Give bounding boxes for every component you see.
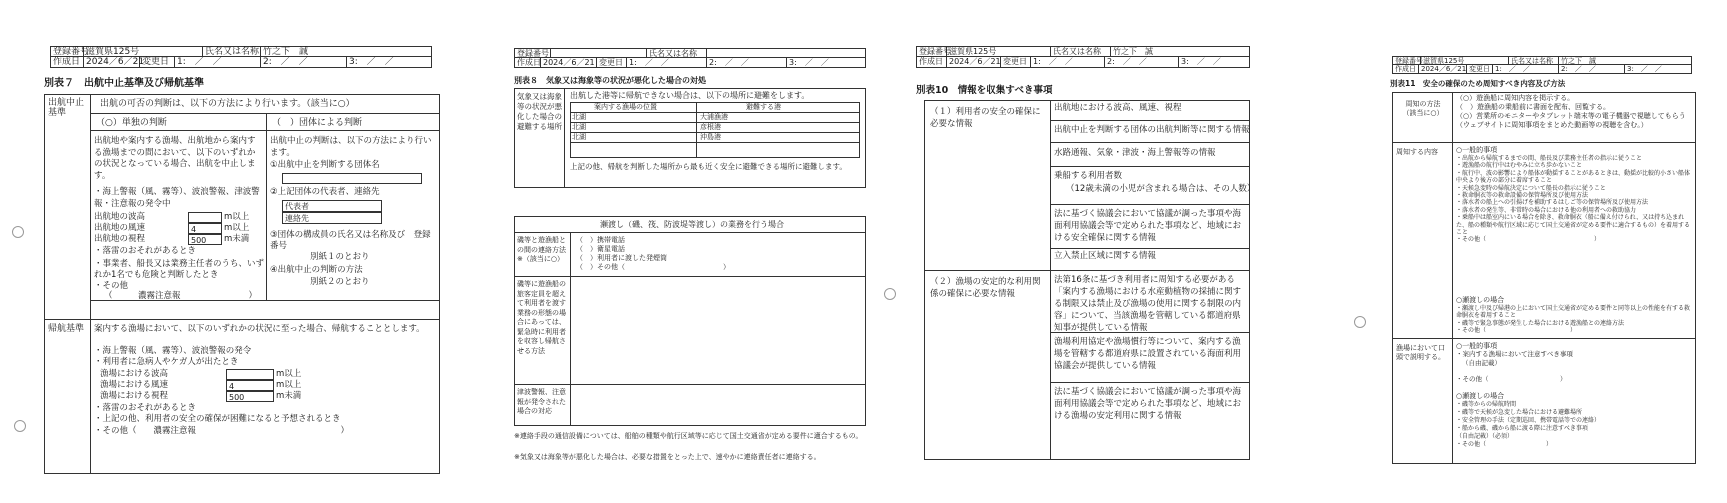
bullet-lightning: ・落雷のおそれがあるとき	[94, 246, 197, 256]
name-value-2	[707, 49, 867, 57]
oral-ferry-list	[1456, 401, 1692, 449]
change-2-4: 2: ／ ／	[1559, 65, 1625, 73]
list-item: ・落水者の船上への引揚げを補助するはしご等の保管場所及び使用方法	[1456, 199, 1649, 207]
rep-field: 代表者	[282, 200, 382, 212]
notice-method-label: 周知の方法 （該当に○）	[1402, 100, 1444, 117]
return-wind-label: 漁場における風速	[100, 380, 169, 390]
row-2-location: 北湖	[572, 123, 586, 131]
intro-text: 出航の可否の判断は、以下の方法により行います。（該当に○）	[100, 99, 355, 109]
info-warnings: 水路通報、気象・津波・海上警報等の情報	[1054, 148, 1216, 158]
name-value: 竹之下 誠	[263, 47, 309, 57]
info-passengers: 乗船する利用者数	[1054, 171, 1123, 181]
document-page-2	[514, 44, 874, 484]
punch-hole-3	[884, 288, 896, 300]
reg-no-3: 滋賀県125号	[947, 47, 1051, 56]
oral-label: 漁場において口頭で説明する。	[1396, 344, 1445, 361]
oral-ferry-heading: ○瀬渡しの場合	[1456, 392, 1505, 400]
return-wave-unit: m以上	[276, 369, 302, 379]
evac-label: 気象又は海象等の状況が悪化した場合の避難する場所	[517, 92, 562, 131]
members-attachment: 別紙１のとおり	[310, 252, 370, 262]
list-item: ・救命胴衣等の救命設備の保管場所及び使用方法	[1456, 192, 1589, 200]
list-item: ・天候急変時の帰航決定について船長の指示に従うこと	[1456, 184, 1606, 192]
vis-label: 出航地の視程	[94, 234, 146, 244]
list-item: ・その他（ ）	[1456, 236, 1601, 244]
method-attachment: 別紙２のとおり	[310, 277, 370, 287]
document-page-3	[916, 42, 1256, 482]
punch-hole-4	[1354, 316, 1366, 328]
contact-method-label: 磯等と遊漁船との間の連絡方法※（該当に○）	[517, 236, 566, 263]
change-1: 1: ／ ／	[175, 57, 261, 67]
header-table-4	[1392, 56, 1692, 74]
evac-note: 上記の他、帰航を判断した場所から最も近く安全に避難できる場所に避難します。	[570, 162, 847, 171]
list-item: ・その他（ ）	[1456, 441, 1553, 448]
method-label: ④出航中止の判断の方法	[270, 265, 363, 275]
contact-field: 連絡先	[282, 212, 382, 224]
list-item: ・瀬渡し中及び帰港の上において国土交通省が定める要件と同等以上の性能を有する救命胴衣を着用すること	[1456, 305, 1691, 320]
reg-no: 滋賀県125号	[84, 47, 203, 56]
document-page-1	[44, 40, 444, 480]
wave-label: 出航地の波高	[94, 212, 146, 222]
group-name-label: ①出航中止を判断する団体名	[270, 160, 380, 170]
single-description: 出航地や案内する漁場、出航地から案内する漁場までの間において、以下のいずれかの状況となっている場合、出航を中止します。	[94, 136, 256, 181]
reg-no-label-3: 登録番号	[919, 47, 951, 56]
info-article16: 法第16条に基づき利用者に周知する必要がある「案内する漁場における水産動植物の採捕に関する制限又は禁止及び漁場の使用に関する制限の内容」について、当該漁場を管轄している都道府県知事が提供している情報	[1054, 275, 1242, 333]
header-table-3	[916, 46, 1250, 68]
created-date-2: 2024／6／21	[541, 58, 597, 67]
ferry-title: 瀬渡し（磯、筏、防波堤等渡し）の業務を行う場合	[600, 220, 784, 229]
list-item: ・遊漁船の航行中はむやみに立ち歩かないこと	[1456, 162, 1583, 170]
ferry-heading: ○瀬渡しの場合	[1456, 296, 1505, 304]
vis-input: 500	[188, 234, 222, 245]
evac-text: 出航した港等に帰航できない場合は、以下の場所に避難をします。	[570, 91, 810, 100]
row-3-location: 北湖	[572, 133, 586, 141]
created-label-4: 作成日	[1393, 65, 1419, 73]
return-criteria-label: 帰航基準	[48, 324, 85, 334]
header-table	[50, 46, 432, 68]
row-3-port: 沖島港	[700, 133, 721, 141]
page-title: 別表７ 出航中止基準及び帰航基準	[44, 78, 204, 89]
change-1-2: 1: ／ ／	[627, 58, 707, 67]
changed-label-2: 変更日	[597, 58, 627, 67]
info-children: （12歳未満の小児が含まれる場合は、その人数）	[1066, 184, 1256, 194]
return-bullet-warnings: ・海上警報（風、霧等）、波浪警報の発令	[94, 346, 252, 356]
list-item: ・安全管理の手法（定期巡回、携帯電話等での連絡）	[1456, 417, 1601, 424]
change-2-2: 2: ／ ／	[707, 58, 787, 67]
return-bullet-safety: ・上記の他、利用者の安全の確保が困難になると予想されるとき	[94, 414, 341, 424]
col-port: 避難する港	[746, 103, 781, 111]
group-name-input	[282, 173, 422, 184]
group-description: 出航中止の判断は、以下の方法により行います。	[270, 136, 432, 158]
list-item: ・磯等で天候が急変した場合における避難場所	[1456, 409, 1583, 416]
other-value: （ 濃霧注意報 ）	[104, 291, 258, 301]
reg-no-label-2: 登録番号	[517, 49, 549, 58]
ferry-list	[1456, 305, 1692, 335]
list-item: ・乗船中は船室内にいる場合を除き、救命胴衣（船に備え付けられ、又は持ち込まれた、船の種類や航行区域に応じて国土交通省が定める要件に適合するもの）を着用すること	[1456, 214, 1691, 237]
change-2: 2: ／ ／	[261, 57, 347, 67]
return-vis-unit: m未満	[276, 391, 302, 401]
option-single: （○）単独の判断	[96, 118, 167, 128]
list-item: ・その他（ ）	[1456, 327, 1577, 335]
created-label-3: 作成日	[917, 57, 947, 67]
document-page-4	[1386, 52, 1706, 472]
name-label-4: 氏名又は名称	[1509, 57, 1559, 64]
oral-caution: ・案内する漁場において注意すべき事項	[1456, 350, 1573, 358]
info-group-decision: 出航中止を判断する団体の出航判断等に関する情報	[1054, 125, 1250, 135]
change-3: 3: ／ ／	[349, 57, 394, 67]
tsunami-label: 津波警報、注意報が発令された場合の対応	[517, 388, 566, 415]
return-description: 案内する漁場において、以下のいずれかの状況に至った場合、帰航することとします。	[94, 324, 425, 334]
return-wave-label: 漁場における波高	[100, 369, 169, 379]
name-label: 氏名又は名称	[205, 47, 260, 57]
safety-info-label: （１）利用者の安全の確保に必要な情報	[930, 107, 1041, 129]
return-bullet-injury: ・利用者に急病人やケガ人が出たとき	[94, 357, 239, 367]
change-1-4: 1: ／ ／	[1493, 65, 1559, 73]
list-item: ・落水者の発生等、非常時の場合における他の利用者への救助協力	[1456, 206, 1637, 214]
return-vis-label: 漁場における視程	[100, 391, 169, 401]
list-item: ・磯等からの帰航時間	[1456, 401, 1517, 408]
oral-general-heading: ○一般的事項	[1456, 342, 1498, 350]
list-item: ・磯等で緊急事態が発生した場合における遊漁船との連絡方法	[1456, 319, 1625, 327]
name-value-3: 竹之下 誠	[1113, 47, 1153, 56]
method-posting: （○）遊漁船に周知内容を掲示する。	[1456, 94, 1575, 102]
wave-input	[188, 212, 222, 223]
method-monitor: （○）営業所のモニターやタブレット端末等の電子機器で視聴してもらう（ウェブサイトに周知事項をまとめた動画等の視聴を含む。）	[1456, 112, 1686, 129]
info-restricted: 立入禁止区域に関する情報	[1054, 251, 1157, 261]
reg-no-label: 登録番号	[53, 47, 90, 57]
changed-label: 変更日	[140, 57, 175, 67]
stop-criteria-label: 出航中止 基準	[48, 98, 85, 119]
return-vis-input: 500	[226, 391, 274, 402]
return-wind-unit: m以上	[276, 380, 302, 390]
info-council: 法に基づく協議会において協議が調った事項や海面利用協議会等で定められた事項など、地域における安全確保に関する情報	[1054, 209, 1242, 243]
method-phone: （ ）携帯電話	[576, 236, 625, 244]
page-title-2: 別表８ 気象又は海象等の状況が悪化した場合の対処	[514, 76, 706, 85]
changed-label-4: 変更日	[1467, 65, 1493, 73]
change-3-2: 3: ／ ／	[789, 58, 829, 67]
return-wind-input: 4	[226, 380, 274, 391]
footnote-1: ※連絡手段の通信設備については、船舶の種類や航行区域等に応じて国土交通省が定める要件に適合するもの。	[514, 432, 863, 440]
list-item: ・航行中、波の影響により船体が動揺することがあるときは、動揺が比較的小さい船体中央より後方の部分に着席すること	[1456, 169, 1691, 185]
bullet-other: ・その他	[94, 281, 129, 291]
vis-unit: m未満	[224, 234, 250, 244]
info-fishery-council: 法に基づく協議会において協議が調った事項や海面利用協議会等で定められた事項など、地域における漁場の安定利用に関する情報	[1054, 387, 1242, 421]
oral-free-text: （自由記載）	[1462, 359, 1501, 367]
info-wave-wind: 出航地における波高、風速、視程	[1054, 103, 1182, 113]
wave-unit: m以上	[224, 212, 250, 222]
change-2-3: 2: ／ ／	[1105, 57, 1179, 67]
changed-label-3: 変更日	[1001, 57, 1031, 67]
created-label-2: 作成日	[517, 58, 541, 67]
return-wave-input	[226, 369, 274, 380]
group-rep-label: ②上記団体の代表者、連絡先	[270, 187, 380, 197]
bullet-warnings: ・海上警報（風、霧等）、波浪警報、津波警報・注意報の発令中	[94, 187, 260, 209]
notice-content-label: 周知する内容	[1396, 148, 1438, 156]
list-item: ・船から磯、磯から船に渡る際に注意すべき事項	[1456, 425, 1588, 432]
group-members: ③団体の構成員の氏名又は名称及び 登録番号	[270, 230, 431, 251]
general-list	[1456, 155, 1692, 244]
general-heading: ○一般的事項	[1456, 146, 1498, 154]
row-2-port: 彦根港	[700, 123, 721, 131]
created-date: 2024／6／21	[86, 57, 145, 67]
wind-unit: m以上	[224, 223, 250, 233]
option-group: （ ）団体による判断	[272, 118, 363, 128]
oral-other: ・その他（ ）	[1456, 375, 1567, 383]
reg-no-label-4: 登録番号	[1395, 57, 1423, 65]
col-location: 案内する漁場の位置	[594, 103, 657, 111]
info-agreement: 漁場利用協定や漁場慣行等について、案内する漁場を管轄する都道府県に設置されている海面利用協議会が提供している情報	[1054, 337, 1242, 371]
punch-hole-1	[12, 226, 24, 238]
method-other: （ ）その他（ ）	[576, 263, 730, 271]
return-bullet-lightning: ・落雷のおそれがあるとき	[94, 403, 197, 413]
list-item: ・出航から帰航するまでの間、船長及び業務主任者の指示に従うこと	[1456, 155, 1643, 162]
punch-hole-2	[14, 420, 26, 432]
name-value-4: 竹之下 誠	[1561, 57, 1596, 65]
change-3-4: 3: ／ ／	[1627, 65, 1662, 73]
method-flare: （ ）利用者に渡した発煙筒	[576, 254, 667, 262]
wind-label: 出航地の風速	[94, 223, 146, 233]
created-date-4: 2024／6／21	[1421, 65, 1467, 73]
capacity-label: 磯等に遊漁船の旅客定員を超えて利用者を渡す業務の形態の場合にあっては、緊急時に利用者を収容し帰航させる方法	[517, 280, 566, 355]
page-title-3: 別表10 情報を収集すべき事項	[916, 85, 1053, 96]
bullet-danger: ・事業者、船長又は業務主任者のうち、いずれか1名でも危険と判断したとき	[94, 259, 265, 280]
header-table-2	[514, 48, 866, 68]
reg-no-4: 滋賀県125号	[1421, 57, 1509, 64]
method-document: （ ）遊漁船の乗船前に書面を配布、回覧する。	[1456, 103, 1610, 111]
created-label: 作成日	[51, 57, 84, 67]
fishery-info-label: （２）漁場の安定的な利用関係の確保に必要な情報	[930, 277, 1041, 299]
footnote-2: ※気象又は海象等が悪化した場合は、必要な措置をとった上で、速やかに連絡責任者に連絡する。	[514, 453, 821, 461]
change-3-3: 3: ／ ／	[1181, 57, 1221, 66]
row-1-port: 大浦漁港	[700, 113, 728, 121]
return-bullet-other: ・その他（ 濃霧注意報 ）	[94, 426, 350, 436]
wind-input: 4	[188, 223, 222, 234]
created-date-3: 2024／6／21	[949, 57, 1001, 66]
reg-no-2	[551, 49, 647, 57]
row-1-location: 北湖	[572, 113, 586, 121]
name-label-2: 氏名又は名称	[647, 49, 707, 57]
method-satellite: （ ）衛星電話	[576, 245, 625, 253]
page-title-4: 別表11 安全の確保のため周知すべき内容及び方法	[1390, 79, 1566, 88]
list-item: （自由記載）（必須）	[1456, 433, 1514, 440]
name-label-3: 氏名又は名称	[1051, 47, 1111, 56]
change-1-3: 1: ／ ／	[1031, 57, 1105, 67]
